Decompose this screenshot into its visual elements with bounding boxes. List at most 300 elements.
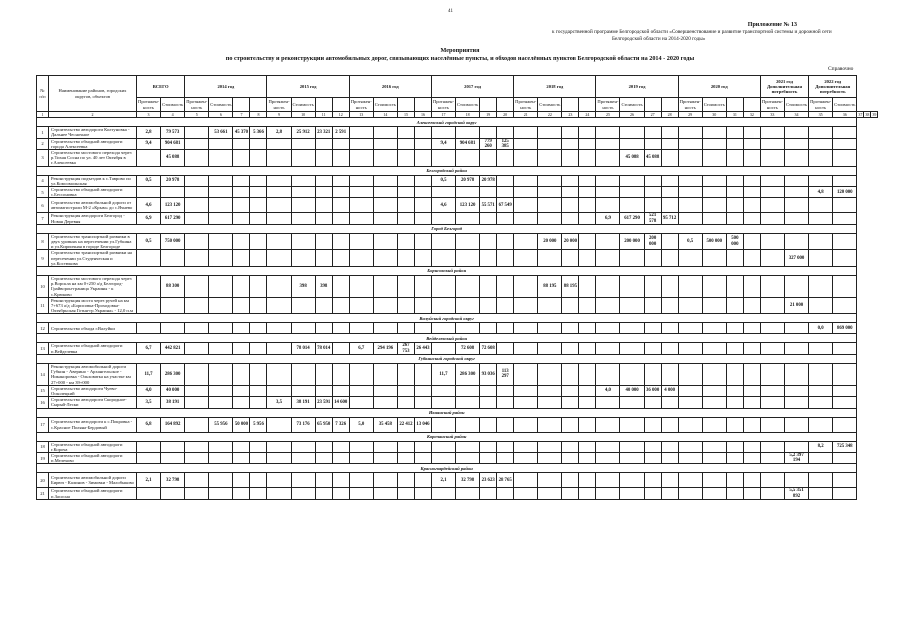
row-y2014-value (250, 276, 267, 298)
row-y2019-value (620, 127, 644, 138)
row-y2014-value (185, 233, 209, 250)
row-object-name: Строительство автомобильной дороги от автомагистрали М-2 «Крым» до с.Ячнево (49, 198, 137, 213)
header-year-2017: 2017 год (431, 76, 513, 98)
row-y2020-value (743, 417, 760, 432)
row-y2015-value (332, 198, 349, 213)
row-y2015-value (267, 175, 291, 186)
row-y2016-value (349, 297, 373, 314)
row-y2018-value (514, 323, 538, 334)
row-y2016-value (397, 488, 414, 499)
row-y2020-value (702, 473, 726, 488)
row-y2019-value (596, 488, 620, 499)
row-y2018-value (514, 385, 538, 396)
row-y2014-value: 5 956 (250, 417, 267, 432)
row-y2014-value (209, 198, 233, 213)
row-extra1-value (784, 343, 808, 354)
row-y2018-value (562, 250, 579, 267)
row-extra2-value (833, 138, 857, 149)
row-y2016-value (414, 473, 431, 488)
row-y2017-value (497, 385, 514, 396)
column-number: 34 (784, 112, 808, 118)
row-extra1-value (760, 488, 784, 499)
row-y2016-value (397, 198, 414, 213)
row-y2017-value (431, 323, 455, 334)
row-y2018-value (538, 250, 562, 267)
row-extra1-value: 5,2 397 194 (784, 452, 808, 463)
row-extra1-value: 327 000 (784, 250, 808, 267)
row-y2019-value (620, 452, 644, 463)
row-y2015-value (291, 297, 315, 314)
table-row (37, 323, 878, 334)
row-y2015-value (291, 488, 315, 499)
row-y2016-value (373, 473, 397, 488)
row-y2018-value (538, 187, 562, 198)
row-y2018-value (579, 397, 596, 408)
row-y2016-value: 5,0 (349, 417, 373, 432)
column-number: 14 (373, 112, 397, 118)
row-y2015-value (267, 297, 291, 314)
row-y2020-value (678, 488, 702, 499)
row-y2014-value (185, 187, 209, 198)
column-number: 11 (315, 112, 332, 118)
row-extra1-value (760, 473, 784, 488)
row-y2015-value (332, 175, 349, 186)
row-total-cost: 88 300 (161, 276, 185, 298)
row-y2016-value (414, 198, 431, 213)
row-y2017-value (456, 417, 480, 432)
row-y2019-value (596, 343, 620, 354)
row-y2019-value (620, 175, 644, 186)
row-y2019-value: 617 290 (620, 213, 644, 224)
row-y2014-value (209, 397, 233, 408)
row-y2017-value (497, 441, 514, 452)
row-y2020-value (726, 343, 743, 354)
table-row (37, 343, 878, 354)
row-y2018-value (579, 452, 596, 463)
row-extra2-value (809, 417, 833, 432)
row-y2019-value (644, 127, 661, 138)
row-object-name: Строительство обходной автодороги п.Вейделевка (49, 343, 137, 354)
row-y2016-value (414, 250, 431, 267)
row-y2015-value (267, 187, 291, 198)
row-y2018-value (514, 127, 538, 138)
row-y2016-value (373, 397, 397, 408)
row-y2015-value (267, 343, 291, 354)
page-number: 41 (448, 9, 453, 14)
row-y2020-value (678, 343, 702, 354)
row-y2014-value (185, 297, 209, 314)
column-number: 1 (37, 112, 49, 118)
row-number: 9 (37, 250, 49, 267)
row-y2014-value (233, 150, 250, 167)
row-y2020-value (726, 363, 743, 385)
row-y2017-value (480, 385, 497, 396)
row-y2016-value: 35 458 (373, 417, 397, 432)
row-y2019-value (620, 138, 644, 149)
column-number: 9 (267, 112, 291, 118)
row-y2015-value (332, 297, 349, 314)
header-cost: Стоимость (538, 98, 562, 112)
column-number: 39 (872, 112, 877, 117)
row-y2016-value (349, 213, 373, 224)
row-total-cost: 38 191 (161, 397, 185, 408)
row-y2016-value (373, 250, 397, 267)
row-extra2-value (809, 297, 833, 314)
table-row (37, 213, 878, 224)
row-y2015-value (267, 198, 291, 213)
row-y2020-value (678, 150, 702, 167)
row-y2020-value (743, 250, 760, 267)
row-y2020-value (726, 127, 743, 138)
column-number: 20 (497, 112, 514, 118)
row-y2017-value (456, 397, 480, 408)
row-y2017-value: 9,4 (431, 138, 455, 149)
row-y2019-value (661, 363, 678, 385)
row-y2014-value (233, 473, 250, 488)
header-year-2016: 2016 год (349, 76, 431, 98)
row-extra1-value (784, 127, 808, 138)
row-extra1-value (760, 213, 784, 224)
row-y2017-value (497, 343, 514, 354)
row-y2014-value (209, 452, 233, 463)
row-y2018-value (538, 343, 562, 354)
row-extra2-value (833, 297, 857, 314)
row-y2017-value (456, 276, 480, 298)
row-total-length (137, 441, 161, 452)
column-number: 13 (349, 112, 373, 118)
row-y2018-value (538, 198, 562, 213)
row-y2020-value (702, 452, 726, 463)
row-total-length: 6,8 (137, 417, 161, 432)
column-number: 6 (209, 112, 233, 118)
section-header: Валуйский городской округ (37, 314, 857, 323)
row-number: 8 (37, 233, 49, 250)
row-y2016-value (397, 297, 414, 314)
row-y2016-value (349, 473, 373, 488)
row-y2017-value: 23 623 (480, 473, 497, 488)
row-y2014-value (233, 441, 250, 452)
row-extra1-value (784, 323, 808, 334)
row-y2018-value (562, 175, 579, 186)
row-y2016-value: 267 753 (397, 343, 414, 354)
row-y2018-value (579, 363, 596, 385)
row-y2014-value (209, 276, 233, 298)
row-y2019-value (620, 343, 644, 354)
row-extra2-value (833, 250, 857, 267)
row-y2020-value (726, 385, 743, 396)
row-y2014-value (233, 452, 250, 463)
table-row (37, 233, 878, 250)
row-y2020-value (726, 297, 743, 314)
row-extra2-value: 4,8 (809, 187, 833, 198)
row-y2019-value: 45 088 (620, 150, 644, 167)
row-total-cost: 164 892 (161, 417, 185, 432)
row-extra2-value: 0,0 (809, 323, 833, 334)
row-y2014-value (185, 363, 209, 385)
column-number: 3 (137, 112, 161, 118)
row-y2020-value (678, 127, 702, 138)
row-extra1-value (784, 397, 808, 408)
row-y2020-value (726, 150, 743, 167)
row-y2018-value (514, 198, 538, 213)
row-y2014-value (233, 175, 250, 186)
column-number: 27 (644, 112, 661, 118)
row-y2016-value (373, 276, 397, 298)
row-y2018-value (514, 441, 538, 452)
row-y2018-value (514, 343, 538, 354)
row-y2019-value (596, 397, 620, 408)
row-y2015-value (267, 452, 291, 463)
row-y2014-value (250, 198, 267, 213)
column-number: 30 (702, 112, 726, 118)
row-extra1-value (760, 323, 784, 334)
row-total-cost (161, 323, 185, 334)
row-y2015-value (315, 175, 332, 186)
row-y2019-value (620, 488, 644, 499)
row-y2015-value (267, 250, 291, 267)
row-y2015-value (332, 363, 349, 385)
row-y2015-value (315, 363, 332, 385)
header-municipal (414, 98, 431, 112)
row-y2020-value (678, 250, 702, 267)
row-y2014-value (209, 473, 233, 488)
row-y2014-value (185, 452, 209, 463)
row-total-length: 4,6 (137, 198, 161, 213)
row-y2020-value (678, 175, 702, 186)
row-number: 15 (37, 385, 49, 396)
row-y2020-value (726, 488, 743, 499)
row-total-length (137, 452, 161, 463)
row-y2014-value (233, 187, 250, 198)
row-y2020-value: 500 000 (726, 233, 743, 250)
row-y2019-value (644, 397, 661, 408)
row-y2020-value (702, 187, 726, 198)
row-total-length: 2,1 (137, 473, 161, 488)
column-number: 29 (678, 112, 702, 118)
row-y2020-value (702, 297, 726, 314)
row-y2020-value (726, 417, 743, 432)
row-y2018-value (538, 175, 562, 186)
row-y2016-value (349, 127, 373, 138)
row-y2017-value (431, 452, 455, 463)
row-y2020-value (678, 323, 702, 334)
row-y2018-value (538, 213, 562, 224)
row-extra1-value (784, 150, 808, 167)
row-y2016-value (349, 441, 373, 452)
header-year-2015: 2015 год (267, 76, 349, 98)
header-year-2018: 2018 год (514, 76, 596, 98)
row-total-length (137, 488, 161, 499)
row-y2018-value (562, 488, 579, 499)
header-length: Протяжен-ность (350, 99, 372, 110)
header-length: Протяжен-ность (679, 99, 701, 110)
row-number: 12 (37, 323, 49, 334)
row-y2017-value: 0,5 (431, 175, 455, 186)
row-y2015-value: 23 321 (315, 127, 332, 138)
row-total-length (137, 276, 161, 298)
row-y2016-value (349, 385, 373, 396)
row-number: 17 (37, 417, 49, 432)
row-y2016-value (414, 488, 431, 499)
header-name: Наименование районов, городских округов, объектов (49, 76, 137, 112)
row-y2020-value (726, 473, 743, 488)
row-y2020-value (743, 441, 760, 452)
row-extra2-value (833, 452, 857, 463)
row-y2019-value (596, 187, 620, 198)
row-extra1-value (784, 473, 808, 488)
row-extra2-value (833, 198, 857, 213)
row-y2019-value (644, 276, 661, 298)
row-extra2-value (833, 233, 857, 250)
row-y2018-value: 20 000 (538, 233, 562, 250)
row-y2018-value (562, 138, 579, 149)
section-header: Алексеевский городской округ (37, 118, 857, 127)
row-y2019-value (596, 233, 620, 250)
row-y2019-value (620, 297, 644, 314)
row-y2015-value (332, 473, 349, 488)
row-y2017-value (456, 127, 480, 138)
row-extra1-value (760, 150, 784, 167)
row-y2020-value (726, 213, 743, 224)
row-y2016-value (373, 297, 397, 314)
row-y2014-value (209, 187, 233, 198)
row-y2017-value (431, 417, 455, 432)
row-y2016-value (397, 187, 414, 198)
row-y2017-value: 123 120 (456, 198, 480, 213)
row-y2018-value (514, 276, 538, 298)
row-number: 7 (37, 213, 49, 224)
row-y2020-value (678, 276, 702, 298)
row-y2017-value: 125 385 (497, 138, 514, 149)
row-y2018-value (562, 397, 579, 408)
row-y2015-value (267, 417, 291, 432)
row-extra2-value (809, 127, 833, 138)
row-y2018-value (579, 233, 596, 250)
column-number: 5 (185, 112, 209, 118)
row-y2018-value (538, 385, 562, 396)
row-object-name: Реконструкция автодороги Белгород - Новая Деревня (49, 213, 137, 224)
row-y2014-value (185, 175, 209, 186)
header-regional (315, 98, 332, 112)
row-number: 2 (37, 138, 49, 149)
row-y2015-value (291, 187, 315, 198)
row-y2019-value: 36 000 (644, 385, 661, 396)
row-y2017-value (497, 127, 514, 138)
row-y2016-value (414, 127, 431, 138)
row-y2016-value (397, 175, 414, 186)
header-regional (397, 98, 414, 112)
table-row (37, 452, 878, 463)
document-title-line-2: по строительству и реконструкции автомобильных дорог, связывающих населённые пункты, и обходов населённых пунктов Белгородской области на 2014 - 2020 годы (225, 55, 695, 62)
row-total-cost: 442 821 (161, 343, 185, 354)
row-y2014-value (185, 397, 209, 408)
column-number: 25 (596, 112, 620, 118)
row-y2015-value (291, 323, 315, 334)
row-y2018-value (538, 150, 562, 167)
row-y2016-value (414, 385, 431, 396)
row-y2020-value (726, 198, 743, 213)
row-y2017-value (431, 213, 455, 224)
row-y2016-value (414, 213, 431, 224)
row-y2014-value (250, 175, 267, 186)
row-y2020-value (678, 363, 702, 385)
row-y2016-value (349, 233, 373, 250)
row-y2019-value: 4 000 (661, 385, 678, 396)
row-y2015-value: 25 912 (291, 127, 315, 138)
header-extra-cost: Стоимость (833, 98, 857, 112)
row-y2015-value (315, 441, 332, 452)
header-municipal (250, 98, 267, 112)
row-y2017-value (431, 385, 455, 396)
header-length: Протяжен-ность (268, 99, 290, 110)
row-extra2-value (833, 363, 857, 385)
row-y2018-value (562, 417, 579, 432)
row-y2019-value (661, 233, 678, 250)
appendix-title: Приложение № 13 (747, 22, 797, 28)
column-number: 4 (161, 112, 185, 118)
row-y2016-value (373, 175, 397, 186)
table-row (37, 127, 878, 138)
row-object-name: Строительство обходной автодороги п.Мелехово (49, 452, 137, 463)
row-y2019-value (644, 297, 661, 314)
column-number: 2 (49, 112, 137, 118)
row-y2015-value (267, 441, 291, 452)
row-y2014-value: 45 370 (233, 127, 250, 138)
header-cost: Стоимость (291, 98, 315, 112)
table-row (37, 297, 878, 314)
row-extra2-value (833, 343, 857, 354)
row-y2017-value: 11,7 (431, 363, 455, 385)
row-y2017-value: 72 608 (456, 343, 480, 354)
column-number: 8 (250, 112, 267, 118)
row-y2016-value (373, 127, 397, 138)
header-cost: Стоимость (702, 98, 726, 112)
row-total-cost: 750 000 (161, 233, 185, 250)
row-y2018-value (538, 323, 562, 334)
row-y2015-value (332, 250, 349, 267)
row-y2014-value (250, 343, 267, 354)
row-extra1-value (760, 250, 784, 267)
row-y2019-value (661, 441, 678, 452)
row-y2017-value (456, 385, 480, 396)
row-y2020-value: 500 000 (702, 233, 726, 250)
row-y2016-value (414, 397, 431, 408)
row-y2019-value (661, 488, 678, 499)
row-y2017-value (497, 250, 514, 267)
row-number: 19 (37, 452, 49, 463)
row-y2016-value (397, 276, 414, 298)
row-y2015-value: 3,5 (267, 397, 291, 408)
row-y2020-value (702, 363, 726, 385)
row-total-length: 4,0 (137, 385, 161, 396)
row-y2017-value (480, 397, 497, 408)
table-row (37, 397, 878, 408)
column-number: 26 (620, 112, 644, 118)
row-extra2-value (809, 138, 833, 149)
row-y2014-value (185, 150, 209, 167)
row-extra1-value (760, 385, 784, 396)
row-y2017-value (456, 323, 480, 334)
row-y2020-value (743, 452, 760, 463)
row-y2020-value (743, 397, 760, 408)
row-y2015-value (332, 138, 349, 149)
row-y2014-value (209, 150, 233, 167)
row-y2014-value (250, 150, 267, 167)
header-cost: Стоимость (456, 98, 480, 112)
row-y2019-value (620, 250, 644, 267)
row-y2020-value (743, 127, 760, 138)
row-y2019-value (644, 343, 661, 354)
